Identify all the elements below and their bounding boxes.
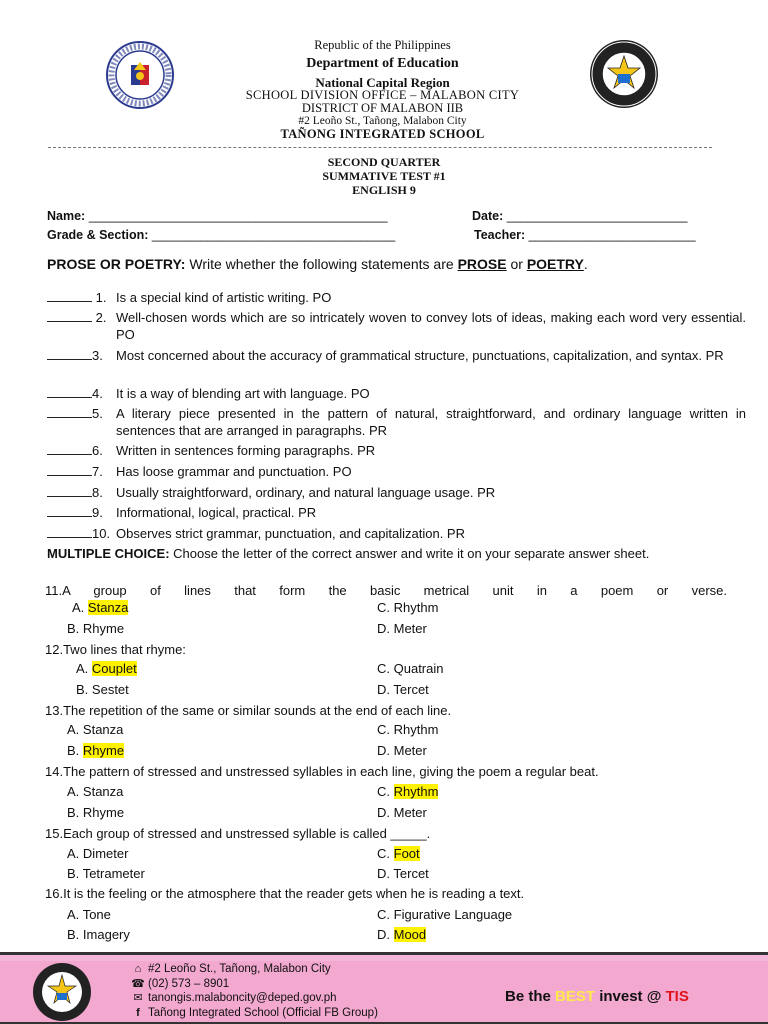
option-letter: D.	[377, 866, 390, 881]
option-text: Stanza	[87, 600, 129, 615]
option-text: Meter	[393, 805, 427, 820]
item-text: Usually straightforward, ordinary, and natural language usage. PR	[116, 485, 496, 500]
prose-item-3	[47, 347, 747, 364]
option-text: Stanza	[82, 784, 124, 799]
item-text: A literary piece presented in the pattern of natural, straightforward, and ordinary language written in sentences that are arranged in paragraphs. PR	[116, 406, 746, 438]
title-period: .	[583, 256, 588, 272]
name-label: Name:	[47, 209, 86, 223]
question-15	[45, 826, 745, 841]
item-number: 6.	[92, 443, 103, 458]
q14-option-d[interactable]	[377, 805, 427, 820]
option-letter: D.	[377, 682, 390, 697]
footer-email-row	[128, 991, 378, 1006]
answer-blank[interactable]	[47, 386, 92, 398]
option-text: Tone	[82, 907, 111, 922]
prose-item-6	[47, 442, 747, 459]
item-number: 1.	[95, 290, 107, 305]
item-number: 8.	[92, 485, 103, 500]
region-line: National Capital Region	[315, 75, 450, 90]
option-letter: B.	[67, 621, 80, 636]
test-title-block	[0, 155, 768, 197]
prose-item-1	[47, 289, 747, 306]
name-field[interactable]: ___________________________________________	[88, 209, 388, 223]
page-footer	[0, 952, 768, 1024]
mc-title-bold: MULTIPLE CHOICE:	[47, 546, 170, 561]
item-text: Informational, logical, practical. PR	[116, 505, 317, 520]
date-row	[472, 209, 688, 223]
option-letter: B.	[67, 866, 80, 881]
department-line: Department of Education	[306, 56, 459, 71]
option-letter: B.	[67, 927, 80, 942]
footer-address-row	[128, 962, 378, 977]
test-title: SUMMATIVE TEST #1	[322, 169, 446, 183]
option-text: Couplet	[91, 661, 137, 676]
q16-option-b[interactable]	[67, 927, 130, 942]
q12-option-d[interactable]	[377, 682, 429, 697]
option-letter: B.	[76, 682, 89, 697]
q13-option-d[interactable]	[377, 743, 427, 758]
item-number: 2.	[95, 310, 107, 325]
option-text: Imagery	[82, 927, 130, 942]
grade-row	[47, 228, 395, 242]
teacher-row	[474, 228, 696, 242]
q12-option-c[interactable]	[377, 661, 444, 676]
option-letter: C.	[377, 846, 390, 861]
option-letter: C.	[377, 661, 390, 676]
poetry-word: POETRY	[526, 256, 584, 272]
option-text: Rhythm	[393, 784, 439, 799]
name-row	[47, 209, 388, 223]
home-icon: ⌂	[134, 963, 142, 975]
question-text: It is the feeling or the atmosphere that the reader gets when he is reading a text.	[63, 886, 525, 901]
date-label: Date:	[472, 209, 504, 223]
date-field[interactable]: __________________________	[506, 209, 688, 223]
teacher-label: Teacher:	[474, 228, 526, 242]
option-text: Tetrameter	[82, 866, 145, 881]
q15-option-b[interactable]	[67, 866, 145, 881]
question-text: A group of lines that form the basic metrical unit in a poem or verse.	[62, 583, 727, 598]
teacher-field[interactable]: ________________________	[528, 228, 696, 242]
slogan-best: BEST	[555, 988, 596, 1005]
footer-email[interactable]: tanongis.malaboncity@deped.gov.ph	[148, 992, 337, 1004]
question-12	[45, 642, 745, 657]
question-number: 14.	[45, 764, 64, 779]
division-line: SCHOOL DIVISION OFFICE – MALABON CITY	[245, 88, 520, 102]
q11-option-d[interactable]	[377, 621, 427, 636]
footer-contact	[128, 962, 378, 1020]
option-text: Rhyme	[82, 805, 125, 820]
answer-blank[interactable]	[47, 406, 92, 418]
option-letter: A.	[67, 907, 80, 922]
question-16	[45, 886, 745, 901]
prose-item-10	[47, 525, 747, 542]
item-number: 5.	[92, 406, 103, 421]
option-text: Rhythm	[393, 722, 439, 737]
q12-option-b[interactable]	[76, 682, 129, 697]
option-letter: D.	[377, 805, 390, 820]
footer-slogan	[505, 988, 689, 1005]
question-number: 11.	[45, 583, 63, 598]
question-text: Each group of stressed and unstressed syllable is called _____.	[63, 826, 431, 841]
grade-label: Grade & Section:	[47, 228, 149, 242]
q11-option-b[interactable]	[67, 621, 124, 636]
school-name: TAÑONG INTEGRATED SCHOOL	[280, 127, 485, 141]
option-letter: B.	[67, 743, 80, 758]
grade-field[interactable]: ___________________________________	[151, 228, 396, 242]
q15-option-c[interactable]	[377, 846, 420, 861]
q11-option-a[interactable]	[72, 600, 128, 615]
phone-icon: ☎	[131, 977, 145, 990]
q11-option-c[interactable]	[377, 600, 438, 615]
footer-phone: (02) 573 – 8901	[148, 977, 230, 990]
footer-phone-row	[128, 977, 378, 992]
option-letter: B.	[67, 805, 80, 820]
question-text: The repetition of the same or similar sounds at the end of each line.	[63, 703, 452, 718]
footer-fb-row	[128, 1006, 378, 1021]
q16-option-a[interactable]	[67, 907, 111, 922]
deped-seal-logo	[105, 40, 175, 110]
q16-option-c[interactable]	[377, 907, 512, 922]
question-text: The pattern of stressed and unstressed syllables in each line, giving the poem a regular beat.	[63, 764, 599, 779]
q16-option-d[interactable]	[377, 927, 426, 942]
slogan-pre: Be the	[505, 988, 556, 1005]
option-letter: A.	[67, 846, 80, 861]
q15-option-d[interactable]	[377, 866, 429, 881]
option-text: Meter	[393, 621, 427, 636]
item-number: 10.	[92, 526, 111, 541]
option-text: Tercet	[393, 682, 429, 697]
option-text: Tercet	[393, 866, 429, 881]
option-letter: A.	[67, 722, 80, 737]
item-text: Well-chosen words which are so intricately woven to convey lots of ideas, making each word very essential. PO	[116, 310, 746, 342]
question-number: 12.	[45, 642, 64, 657]
answer-blank[interactable]	[47, 526, 92, 538]
answer-blank[interactable]	[47, 290, 92, 302]
q13-option-a[interactable]	[67, 722, 123, 737]
prose-item-5	[47, 405, 747, 438]
q15-option-a[interactable]	[67, 846, 128, 861]
footer-address: #2 Leoño St., Tañong, Malabon City	[148, 963, 331, 975]
question-13	[45, 703, 745, 718]
district-line: DISTRICT OF MALABON IIB	[301, 101, 464, 115]
q14-option-b[interactable]	[67, 805, 124, 820]
answer-blank[interactable]	[47, 310, 92, 322]
address-line: #2 Leoño St., Tañong, Malabon City	[298, 115, 467, 127]
answer-blank[interactable]	[47, 485, 92, 497]
option-text: Stanza	[82, 722, 124, 737]
answer-blank[interactable]	[47, 464, 92, 476]
question-number: 13.	[45, 703, 64, 718]
item-text: Is a special kind of artistic writing. PO	[116, 290, 332, 305]
q13-option-b[interactable]	[67, 743, 124, 758]
prose-section-title	[47, 256, 747, 272]
answer-blank[interactable]	[47, 505, 92, 517]
option-text: Foot	[393, 846, 420, 861]
item-text: Written in sentences forming paragraphs. PR	[116, 443, 376, 458]
option-letter: D.	[377, 621, 390, 636]
item-text: Observes strict grammar, punctuation, and capitalization. PR	[116, 526, 465, 541]
item-text: It is a way of blending art with language. PO	[116, 386, 370, 401]
footer-fb[interactable]: Tañong Integrated School (Official FB Group)	[148, 1006, 378, 1019]
q13-option-c[interactable]	[377, 722, 438, 737]
q12-option-a[interactable]	[76, 661, 137, 676]
header-text-block	[190, 38, 575, 141]
question-14	[45, 764, 745, 779]
document-header	[0, 0, 768, 150]
quarter-label: SECOND QUARTER	[327, 155, 441, 169]
question-text: Two lines that rhyme:	[63, 642, 186, 657]
option-letter: A.	[72, 600, 85, 615]
header-divider	[48, 147, 712, 148]
item-number: 7.	[92, 464, 103, 479]
option-letter: D.	[377, 743, 390, 758]
option-letter: C.	[377, 722, 390, 737]
answer-blank[interactable]	[47, 348, 92, 360]
subject-label: ENGLISH 9	[352, 183, 416, 197]
prose-title-bold: PROSE OR POETRY:	[47, 256, 186, 272]
school-seal-logo	[588, 38, 660, 110]
option-text: Rhyme	[82, 621, 125, 636]
question-number: 15.	[45, 826, 64, 841]
republic-line: Republic of the Philippines	[314, 38, 451, 52]
slogan-mid: invest @	[595, 988, 666, 1005]
option-text: Sestet	[91, 682, 129, 697]
prose-item-7	[47, 463, 747, 480]
prose-title-text: Write whether the following statements are	[185, 256, 458, 272]
item-text: Most concerned about the accuracy of grammatical structure, punctuations, capitalization, and syntax. PR	[116, 348, 724, 363]
slogan-tis: TIS	[665, 988, 689, 1005]
option-text: Rhyme	[82, 743, 125, 758]
option-text: Meter	[393, 743, 427, 758]
mc-section-title	[47, 545, 747, 562]
option-letter: A.	[76, 661, 89, 676]
prose-item-4	[47, 385, 747, 402]
option-letter: D.	[377, 927, 390, 942]
school-footer-logo	[26, 961, 98, 1023]
or-word: or	[506, 256, 527, 272]
mail-icon: ✉	[133, 992, 143, 1004]
option-text: Mood	[393, 927, 427, 942]
facebook-icon: f	[136, 1006, 140, 1019]
option-text: Dimeter	[82, 846, 129, 861]
option-letter: A.	[67, 784, 80, 799]
q14-option-a[interactable]	[67, 784, 123, 799]
option-text: Figurative Language	[393, 907, 513, 922]
prose-item-2	[47, 309, 747, 342]
option-letter: C.	[377, 600, 390, 615]
item-text: Has loose grammar and punctuation. PO	[116, 464, 352, 479]
option-text: Quatrain	[393, 661, 444, 676]
option-letter: C.	[377, 784, 390, 799]
question-number: 16.	[45, 886, 64, 901]
option-text: Rhythm	[393, 600, 439, 615]
item-number: 3.	[92, 348, 103, 363]
prose-item-8	[47, 484, 747, 501]
answer-blank[interactable]	[47, 443, 92, 455]
item-number: 9.	[92, 505, 103, 520]
option-letter: C.	[377, 907, 390, 922]
prose-word: PROSE	[457, 256, 507, 272]
item-number: 4.	[92, 386, 103, 401]
q14-option-c[interactable]	[377, 784, 438, 799]
prose-item-9	[47, 504, 747, 521]
question-11	[45, 583, 727, 598]
mc-title-text: Choose the letter of the correct answer and write it on your separate answer sheet.	[169, 546, 650, 561]
